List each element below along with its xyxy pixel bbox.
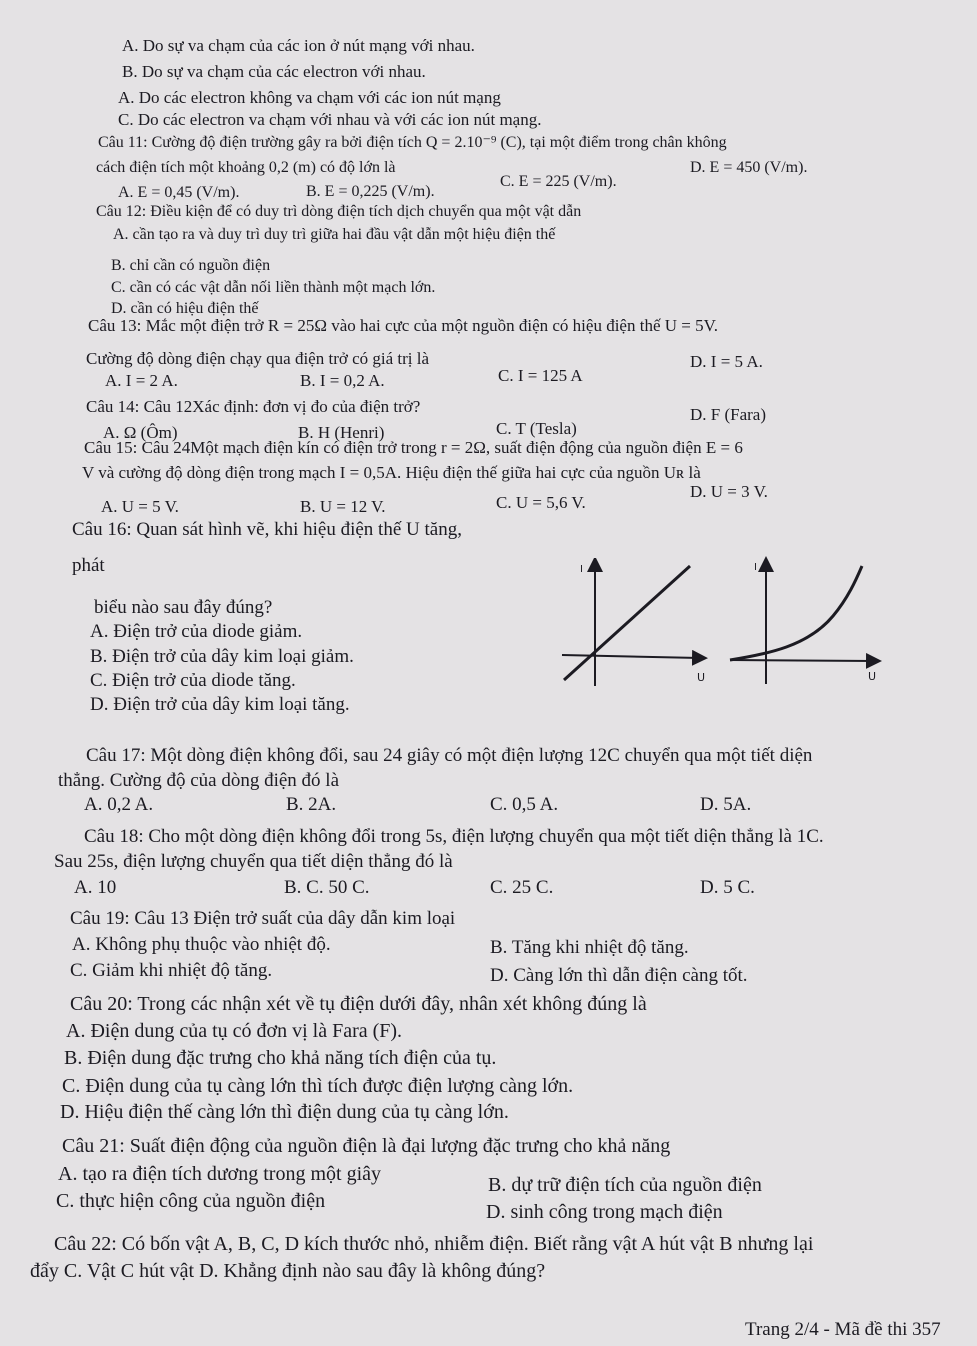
q22-stem-2: đẩy C. Vật C hút vật D. Khẳng định nào sau đây là không đúng? — [30, 1260, 546, 1282]
q11-option-c: C. E = 225 (V/m). — [500, 173, 617, 190]
q20-option-a: A. Điện dung của tụ có đơn vị là Fara (F). — [66, 1020, 403, 1042]
q20-option-b: B. Điện dung đặc trưng cho khả năng tích điện của tụ. — [64, 1047, 497, 1069]
y-axis-label: I — [580, 564, 583, 575]
q20-stem: Câu 20: Trong các nhận xét về tụ điện dưới đây, nhân xét không đúng là — [70, 993, 647, 1015]
q12-option-c: C. cần có các vật dẫn nối liền thành một mạch lớn. — [111, 279, 436, 296]
q14-option-a: A. Ω (Ôm) — [103, 423, 178, 442]
q19-option-b: B. Tăng khi nhiệt độ tăng. — [490, 937, 689, 958]
q17-option-d: D. 5A. — [700, 794, 752, 815]
q10-option-b: B. Do sự va chạm của các electron với nhau. — [122, 62, 426, 81]
q18-option-d: D. 5 C. — [700, 877, 755, 898]
q17-stem: Câu 17: Một dòng điện không đổi, sau 24 giây có một điện lượng 12C chuyển qua một tiết diện — [86, 745, 813, 766]
q21-option-c: C. thực hiện công của nguồn điện — [56, 1190, 326, 1212]
q22-stem: Câu 22: Có bốn vật A, B, C, D kích thước nhỏ, nhiễm điện. Biết rằng vật A hút vật B nhưng lại — [54, 1233, 814, 1255]
q15-option-c: C. U = 5,6 V. — [496, 493, 586, 512]
x-axis-label: U — [868, 670, 877, 683]
q16-stem-2: phát — [72, 555, 105, 576]
q21-stem: Câu 21: Suất điện động của nguồn điện là đại lượng đặc trưng cho khả năng — [62, 1135, 671, 1157]
q20-option-c: C. Điện dung của tụ càng lớn thì tích được điện lượng càng lớn. — [62, 1075, 574, 1097]
q17-option-c: C. 0,5 A. — [490, 794, 559, 815]
q18-option-a: A. 10 — [74, 877, 117, 898]
page-footer: Trang 2/4 - Mã đề thi 357 — [745, 1319, 941, 1340]
q16-option-a: A. Điện trở của diode giảm. — [90, 621, 303, 642]
x-axis — [730, 660, 874, 661]
q19-stem: Câu 19: Câu 13 Điện trở suất của dây dẫn kim loại — [70, 908, 456, 929]
q18-option-b: B. C. 50 C. — [284, 877, 370, 898]
q14-option-c: C. T (Tesla) — [496, 419, 577, 438]
q19-option-c: C. Giảm khi nhiệt độ tăng. — [70, 960, 273, 981]
nonlinear-characteristic-curve — [730, 566, 862, 660]
q13-option-d: D. I = 5 A. — [690, 352, 763, 371]
q21-option-a: A. tạo ra điện tích dương trong một giây — [58, 1163, 382, 1185]
q16-option-c: C. Điện trở của diode tăng. — [90, 670, 296, 691]
q15-option-b: B. U = 12 V. — [300, 497, 386, 516]
q16-stem-3: biểu nào sau đây đúng? — [94, 597, 273, 618]
linear-characteristic-line — [564, 566, 690, 680]
x-axis-label: U — [697, 671, 706, 684]
q13-option-b: B. I = 0,2 A. — [300, 371, 385, 390]
iu-graph-curved — [728, 556, 888, 691]
q11-stem: Câu 11: Cường độ điện trường gây ra bởi điện tích Q = 2.10⁻⁹ (C), tại một điểm trong chân không — [98, 134, 727, 151]
q14-option-b: B. H (Henri) — [298, 423, 385, 442]
q14-option-d: D. F (Fara) — [690, 405, 767, 424]
q11-option-d: D. E = 450 (V/m). — [690, 159, 808, 176]
q16-option-d: D. Điện trở của dây kim loại tăng. — [90, 694, 350, 715]
q11-option-b: B. E = 0,225 (V/m). — [306, 183, 435, 200]
q16-option-b: B. Điện trở của dây kim loại giảm. — [90, 646, 354, 667]
q13-option-c: C. I = 125 A — [498, 366, 583, 385]
q11-option-a: A. E = 0,45 (V/m). — [118, 184, 240, 201]
q20-option-d: D. Hiệu điện thế càng lớn thì điện dung của tụ càng lớn. — [60, 1101, 509, 1123]
q13-stem: Câu 13: Mắc một điện trở R = 25Ω vào hai cực của một nguồn điện có hiệu điện thế U = 5V. — [88, 316, 718, 335]
q18-option-c: C. 25 C. — [490, 877, 554, 898]
x-axis — [562, 655, 700, 658]
q12-stem: Câu 12: Điều kiện để có duy trì dòng điện tích dịch chuyển qua một vật dẫn — [96, 203, 582, 220]
q15-option-d: D. U = 3 V. — [690, 482, 768, 501]
q14-stem: Câu 14: Câu 12Xác định: đơn vị đo của điện trở? — [86, 397, 421, 416]
q18-stem: Câu 18: Cho một dòng điện không đổi trong 5s, điện lượng chuyển qua một tiết diện thẳng là 1C. — [84, 826, 824, 847]
q21-option-b: B. dự trữ điện tích của nguồn điện — [488, 1174, 762, 1196]
q10-option-a: A. Do sự va chạm của các ion ở nút mạng với nhau. — [122, 36, 475, 55]
q12-option-a: A. cần tạo ra và duy trì duy trì giữa hai đầu vật dẫn một hiệu điện thế — [113, 226, 556, 243]
q17-stem-2: thẳng. Cường độ của dòng điện đó là — [58, 770, 340, 791]
q13-stem-2: Cường độ dòng điện chạy qua điện trở có giá trị là — [86, 349, 430, 368]
q10-option-a2: A. Do các electron không va chạm với các ion nút mạng — [118, 88, 501, 107]
q18-stem-2: Sau 25s, điện lượng chuyển qua tiết diện thẳng đó là — [54, 851, 453, 872]
q11-stem-2: cách điện tích một khoảng 0,2 (m) có độ lớn là — [96, 159, 396, 176]
q21-option-d: D. sinh công trong mạch điện — [486, 1201, 723, 1223]
q17-option-b: B. 2A. — [286, 794, 337, 815]
q16-stem: Câu 16: Quan sát hình vẽ, khi hiệu điện thế U tăng, — [72, 519, 462, 540]
y-axis-label: I — [754, 562, 757, 573]
q19-option-d: D. Càng lớn thì dẫn điện càng tốt. — [490, 965, 748, 986]
q10-option-c: C. Do các electron va chạm với nhau và với các ion nút mạng. — [118, 110, 542, 129]
q13-option-a: A. I = 2 A. — [105, 371, 178, 390]
q15-option-a: A. U = 5 V. — [101, 497, 179, 516]
q15-stem-2: V và cường độ dòng điện trong mạch I = 0,5A. Hiệu điện thế giữa hai cực của nguồn Uʀ là — [82, 463, 701, 482]
q17-option-a: A. 0,2 A. — [84, 794, 154, 815]
q19-option-a: A. Không phụ thuộc vào nhiệt độ. — [72, 934, 331, 955]
q12-option-d: D. cần có hiệu điện thế — [111, 300, 259, 317]
q15-stem: Câu 15: Câu 24Một mạch điện kín có điện trở trong r = 2Ω, suất điện động của nguồn điện E = 6 — [84, 438, 743, 457]
iu-graph-linear — [560, 558, 720, 693]
q12-option-b: B. chỉ cần có nguồn điện — [111, 257, 271, 274]
